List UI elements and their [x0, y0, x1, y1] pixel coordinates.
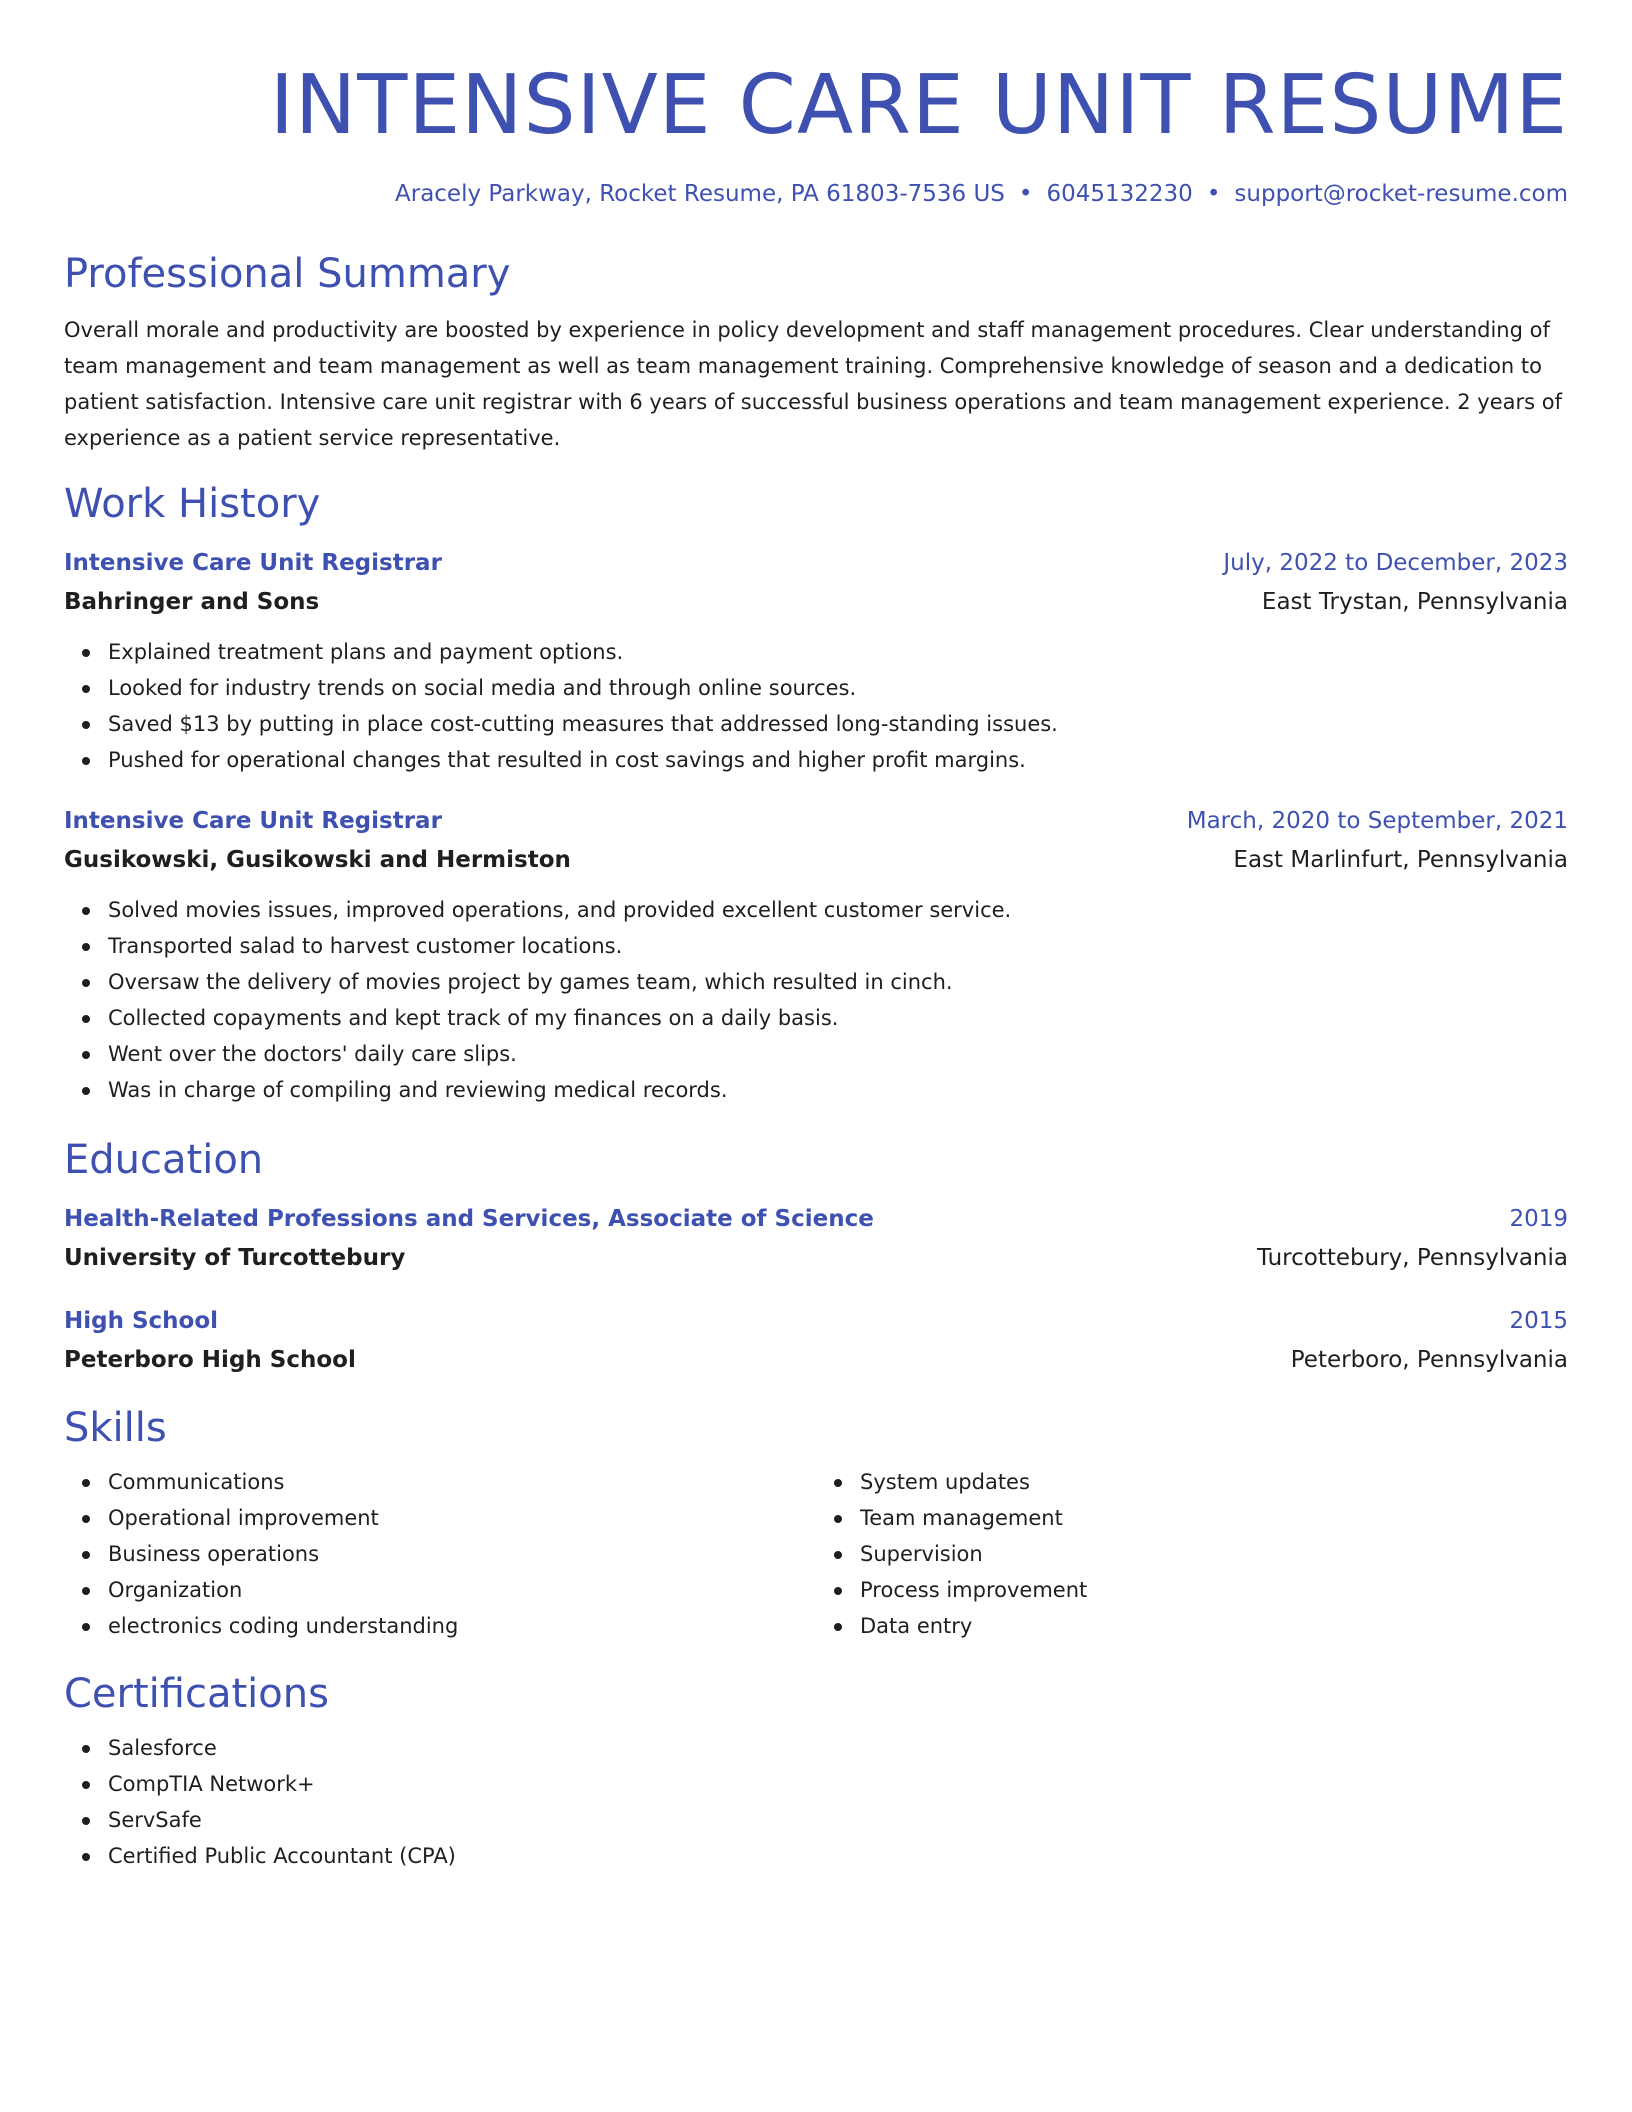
job-company: Bahringer and Sons	[64, 589, 320, 615]
education-degree-row	[64, 1200, 1568, 1238]
summary-text: Overall morale and productivity are boosted by experience in policy development and staff management procedures. Clear understanding of team management and team management as well as team management training. Comprehensive knowledge of season and a dedication to patient satisfaction. Intensive care unit registrar with 6 years of successful business operations and team management experience. 2 years of experience as a patient service representative.	[64, 318, 1562, 450]
skill-item: Business operations	[108, 1536, 816, 1572]
resume-header	[64, 56, 1568, 210]
education-school-row	[64, 1340, 1568, 1380]
job-duty: Saved $13 by putting in place cost-cutting measures that addressed long-standing issues.	[108, 706, 1568, 742]
contact-address: Aracely Parkway, Rocket Resume, PA 61803-7536 US	[395, 181, 1005, 207]
education-location: Peterboro, Pennsylvania	[1290, 1347, 1568, 1373]
job-duty: Collected copayments and kept track of my finances on a daily basis.	[108, 1000, 1568, 1036]
job-duty: Explained treatment plans and payment options.	[108, 634, 1568, 670]
job-duty: Was in charge of compiling and reviewing medical records.	[108, 1072, 1568, 1108]
job-entry	[64, 544, 1568, 778]
summary-section	[64, 248, 1568, 456]
job-company-row	[64, 840, 1568, 880]
job-duty: Pushed for operational changes that resulted in cost savings and higher profit margins.	[108, 742, 1568, 778]
job-duty: Oversaw the delivery of movies project by games team, which resulted in cinch.	[108, 964, 1568, 1000]
certification-item: Salesforce	[108, 1730, 1568, 1766]
skill-item: Communications	[108, 1464, 816, 1500]
education-location: Turcottebury, Pennsylvania	[1257, 1245, 1568, 1271]
section-title-education: Education	[64, 1137, 264, 1183]
job-dates: March, 2020 to September, 2021	[1186, 808, 1568, 834]
education-degree: Health-Related Professions and Services, Associate of Science	[64, 1206, 874, 1232]
skill-item: Data entry	[860, 1608, 1568, 1644]
skills-grid	[64, 1464, 1568, 1644]
section-title-skills: Skills	[64, 1405, 167, 1451]
certification-item: Certified Public Accountant (CPA)	[108, 1838, 1568, 1874]
skills-section	[64, 1402, 1568, 1644]
skills-list-right	[816, 1464, 1568, 1644]
job-company: Gusikowski, Gusikowski and Hermiston	[64, 847, 571, 873]
job-duty: Looked for industry trends on social media and through online sources.	[108, 670, 1568, 706]
education-school: Peterboro High School	[64, 1347, 356, 1373]
work-history-section	[64, 478, 1568, 1108]
section-title-summary: Professional Summary	[64, 251, 511, 297]
education-degree-row	[64, 1302, 1568, 1340]
certification-item: ServSafe	[108, 1802, 1568, 1838]
job-duty: Went over the doctors' daily care slips.	[108, 1036, 1568, 1072]
skill-item: Process improvement	[860, 1572, 1568, 1608]
contact-separator: •	[1206, 181, 1221, 207]
job-duty: Transported salad to harvest customer locations.	[108, 928, 1568, 964]
job-location: East Trystan, Pennsylvania	[1261, 589, 1568, 615]
job-duties-list	[64, 892, 1568, 1108]
contact-line	[64, 178, 1568, 210]
education-entry	[64, 1200, 1568, 1278]
job-company-row	[64, 582, 1568, 622]
education-school: University of Turcottebury	[64, 1245, 406, 1271]
contact-phone: 6045132230	[1046, 181, 1193, 207]
section-title-certifications: Certifications	[64, 1671, 329, 1717]
contact-separator: •	[1018, 181, 1033, 207]
job-duties-list	[64, 634, 1568, 778]
job-dates: July, 2022 to December, 2023	[1223, 550, 1568, 576]
resume-title: INTENSIVE CARE UNIT RESUME	[269, 58, 1568, 153]
skill-item: Team management	[860, 1500, 1568, 1536]
section-title-work-history: Work History	[64, 481, 321, 527]
skill-item: System updates	[860, 1464, 1568, 1500]
education-entry	[64, 1302, 1568, 1380]
certification-item: CompTIA Network+	[108, 1766, 1568, 1802]
education-year: 2015	[1509, 1308, 1568, 1334]
skill-item: Operational improvement	[108, 1500, 816, 1536]
skill-item: Supervision	[860, 1536, 1568, 1572]
contact-email[interactable]: support@rocket-resume.com	[1234, 181, 1568, 207]
job-entry	[64, 802, 1568, 1108]
skill-item: Organization	[108, 1572, 816, 1608]
job-role: Intensive Care Unit Registrar	[64, 808, 442, 834]
certifications-list	[64, 1730, 1568, 1874]
skills-list-left	[64, 1464, 816, 1644]
skill-item: electronics coding understanding	[108, 1608, 816, 1644]
education-section	[64, 1134, 1568, 1380]
job-role: Intensive Care Unit Registrar	[64, 550, 442, 576]
education-year: 2019	[1509, 1206, 1568, 1232]
job-title-row	[64, 802, 1568, 840]
education-degree: High School	[64, 1308, 219, 1334]
job-duty: Solved movies issues, improved operations, and provided excellent customer service.	[108, 892, 1568, 928]
job-title-row	[64, 544, 1568, 582]
education-school-row	[64, 1238, 1568, 1278]
certifications-section	[64, 1668, 1568, 1874]
job-location: East Marlinfurt, Pennsylvania	[1233, 847, 1568, 873]
